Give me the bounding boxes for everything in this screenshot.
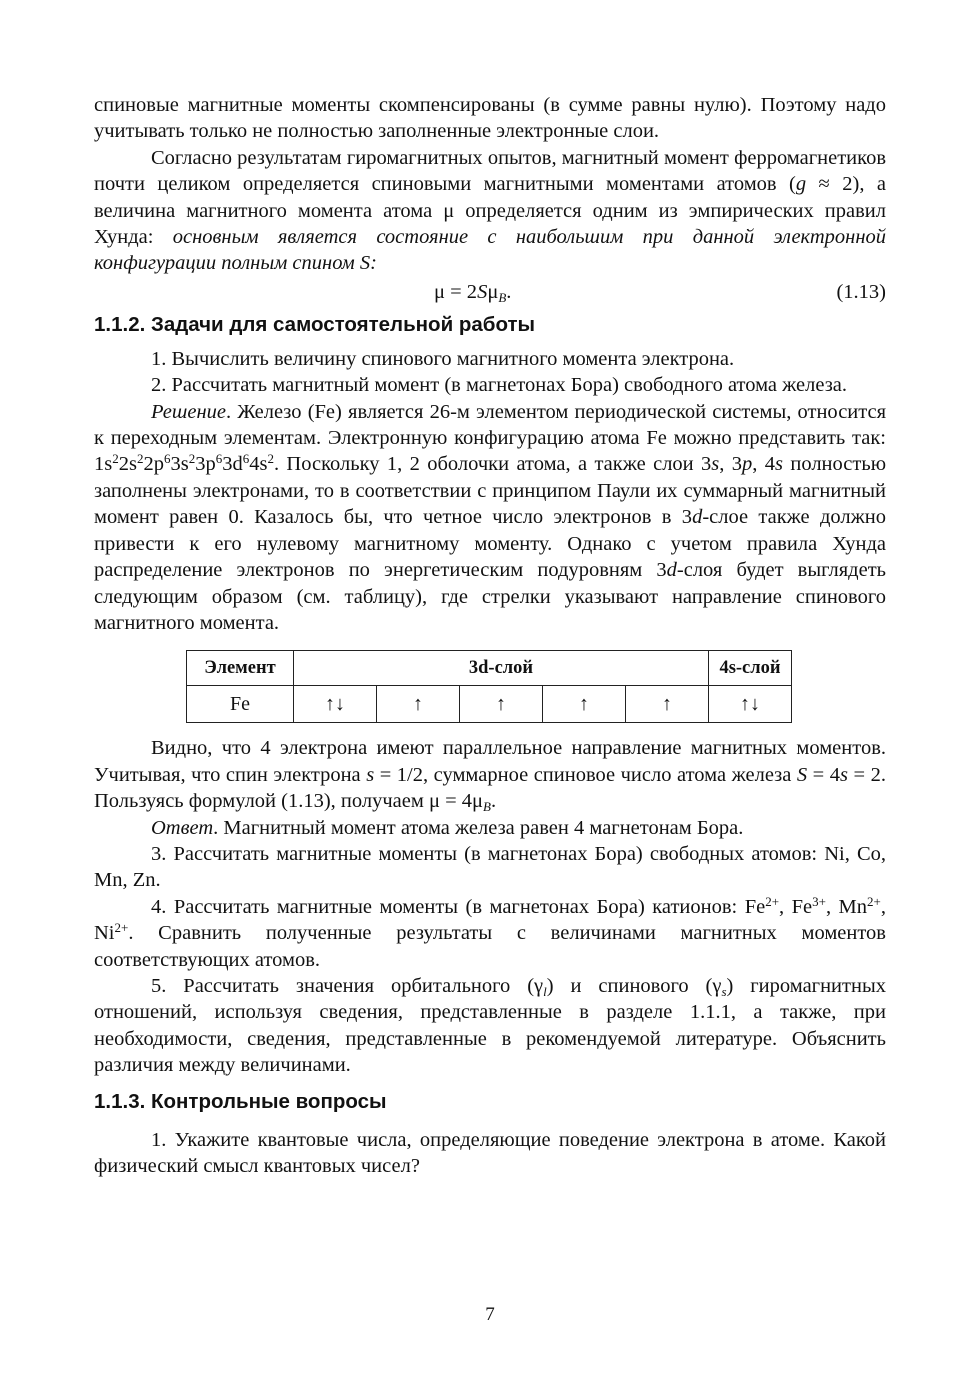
task-4 — [94, 894, 886, 973]
config-part: 3p — [195, 453, 216, 476]
text-fragment: ) и спинового (γ — [546, 974, 722, 997]
task-5 — [94, 973, 886, 1079]
config-sup: 2 — [188, 451, 196, 467]
cell-spin: ↑↓ — [294, 686, 377, 723]
header-3d-layer: 3d-слой — [294, 651, 709, 686]
task-1: 1. Вычислить величину спинового магнитного момента электрона. — [151, 347, 735, 370]
table-header-row — [187, 651, 792, 686]
config-sup: 6 — [163, 451, 171, 467]
symbol-S: S — [796, 763, 808, 786]
cell-spin: ↑ — [543, 686, 626, 723]
cell-spin: ↑ — [626, 686, 709, 723]
text-fragment: = 2. Пользуясь формулой (1.13), получаем μ = 4μ — [94, 763, 886, 813]
formula-1-13 — [94, 279, 886, 308]
formula-S: S — [477, 280, 488, 303]
text-fragment: полностью заполнены электронами, то в соответствии с принципом Паули их суммарный магнитный момент равен 0. Казалось бы, что четное число электронов в 3 — [94, 453, 887, 529]
text-fragment: , Mn — [825, 895, 868, 918]
answer-label: Ответ — [151, 816, 214, 839]
text-fragment: 5. Рассчитать значения орбитального (γ — [151, 974, 544, 997]
question-1: 1. Укажите квантовые числа, определяющие поведение электрона в атоме. Какой физический смысл квантовых чисел? — [94, 1128, 886, 1177]
answer-paragraph — [94, 815, 886, 841]
text-fragment: , Ni — [94, 895, 886, 945]
cell-spin: ↑ — [377, 686, 460, 723]
text-fragment: ≈ 2), а величина магнитного момента атома μ определяется одним из эмпирических правил Хунда: — [94, 173, 886, 249]
paragraph-gyromagnetic — [94, 145, 886, 277]
symbol-p: p — [742, 453, 753, 476]
text-fragment: . Сравнить полученные результаты с величинами магнитных моментов соответствующих атомов. — [94, 922, 886, 971]
formula-suffix: . — [506, 280, 512, 303]
text-fragment: = 4 — [807, 763, 841, 786]
table-row — [187, 686, 792, 723]
formula-prefix: μ = 2 — [434, 280, 478, 303]
text-fragment: , 4 — [752, 453, 776, 476]
config-sup: 6 — [242, 451, 250, 467]
solution-paragraph — [94, 399, 886, 637]
text-fragment: ) гиромагнитных отношений, используя сведения, представленные в разделе 1.1.1, а также, при необходимости, сведения, представленные в рекомендуемой литературе. Объяснить различия между величинами. — [94, 974, 886, 1077]
text-fragment: . — [490, 790, 497, 813]
config-part: 2p — [143, 453, 164, 476]
text-fragment: , 3 — [719, 453, 743, 476]
config-sup: 2 — [136, 451, 144, 467]
solution-label: Решение — [151, 400, 226, 423]
paragraph-spin-moments: спиновые магнитные моменты скомпенсированы (в сумме равны нулю). Поэтому надо учитывать только не полностью заполненные электронные слои. — [94, 94, 886, 143]
charge-sup: 2+ — [114, 920, 129, 936]
cell-element: Fe — [187, 686, 294, 723]
task-3: 3. Рассчитать магнитные моменты (в магнетонах Бора) свободных атомов: Ni, Co, Mn, Zn. — [94, 842, 886, 892]
config-sup: 2 — [112, 451, 119, 467]
text-fragment: Видно, что 4 электрона имеют параллельное направление магнитных моментов. Учитывая, что спин электрона — [94, 737, 886, 786]
paragraph-parallel-electrons — [94, 735, 886, 814]
charge-sup: 2+ — [867, 893, 881, 909]
text-fragment: , Fe — [779, 895, 813, 918]
text-fragment: . Поскольку 1, 2 оболочки атома, а также слои 3 — [273, 453, 712, 476]
section-heading-1-1-2: 1.1.2. Задачи для самостоятельной работы — [94, 312, 536, 336]
symbol-s: s — [840, 763, 848, 786]
symbol-s: s — [775, 453, 783, 476]
symbol-B: B — [483, 799, 491, 815]
text-fragment: -слоя будет выглядеть следующим образом (см. таблицу), где стрелки указывают направление спинового магнитного момента. — [94, 559, 887, 634]
symbol-s: s — [711, 453, 720, 476]
symbol-d: d — [692, 506, 703, 529]
charge-sup: 2+ — [765, 893, 780, 909]
hund-rule-emphasis: основным является состояние с наибольшим при данной электронной конфигурации полным спином S: — [94, 226, 887, 275]
config-part: 2s — [118, 453, 137, 476]
cell-spin: ↑↓ — [709, 686, 792, 723]
formula-B: B — [498, 289, 507, 305]
config-part: 4s — [249, 453, 268, 476]
page-number: 7 — [485, 1304, 495, 1325]
section-heading-1-1-3: 1.1.3. Контрольные вопросы — [94, 1089, 387, 1113]
config-sup: 6 — [215, 451, 223, 467]
subscript-s: s — [721, 983, 727, 999]
text-fragment: . Железо (Fe) является 26-м элементом периодической системы, относится к переходным элементам. Электронную конфигурацию атома Fe можно представить так: — [94, 400, 886, 450]
text-fragment: . Магнитный момент атома железа равен 4 магнетонам Бора. — [213, 816, 744, 839]
symbol-d: d — [666, 559, 677, 582]
text-fragment: 4. Рассчитать магнитные моменты (в магнетонах Бора) катионов: Fe — [151, 895, 766, 918]
charge-sup: 3+ — [812, 893, 826, 909]
header-4s-layer: 4s-слой — [709, 651, 792, 686]
cell-spin: ↑ — [460, 686, 543, 723]
electron-distribution-table — [186, 650, 792, 723]
page-content — [94, 92, 886, 1179]
config-sup: 2 — [267, 451, 274, 467]
header-element: Элемент — [187, 651, 294, 686]
symbol-s: s — [366, 763, 375, 786]
symbol-g: g — [795, 173, 807, 196]
text-fragment: Согласно результатам гиромагнитных опытов, магнитный момент ферромагнетиков почти целиком определяется спиновыми магнитными моментами атомов ( — [94, 146, 886, 196]
formula-expression — [434, 279, 511, 305]
config-part: 1s — [94, 453, 113, 476]
equation-number: (1.13) — [836, 280, 886, 303]
text-fragment: -слое также должно привести к его нулевому магнитному моменту. Однако с учетом правила Хунда распределение электронов по энергетическим подуровням 3 — [94, 506, 886, 582]
config-part: 3d — [222, 453, 243, 476]
task-2: 2. Рассчитать магнитный момент (в магнетонах Бора) свободного атома железа. — [151, 374, 848, 397]
text-fragment: = 1/2, суммарное спиновое число атома железа — [374, 763, 797, 786]
subscript-l: l — [543, 983, 547, 999]
formula-mu: μ — [487, 280, 499, 303]
config-part: 3s — [170, 453, 189, 476]
electron-configuration — [94, 453, 274, 475]
